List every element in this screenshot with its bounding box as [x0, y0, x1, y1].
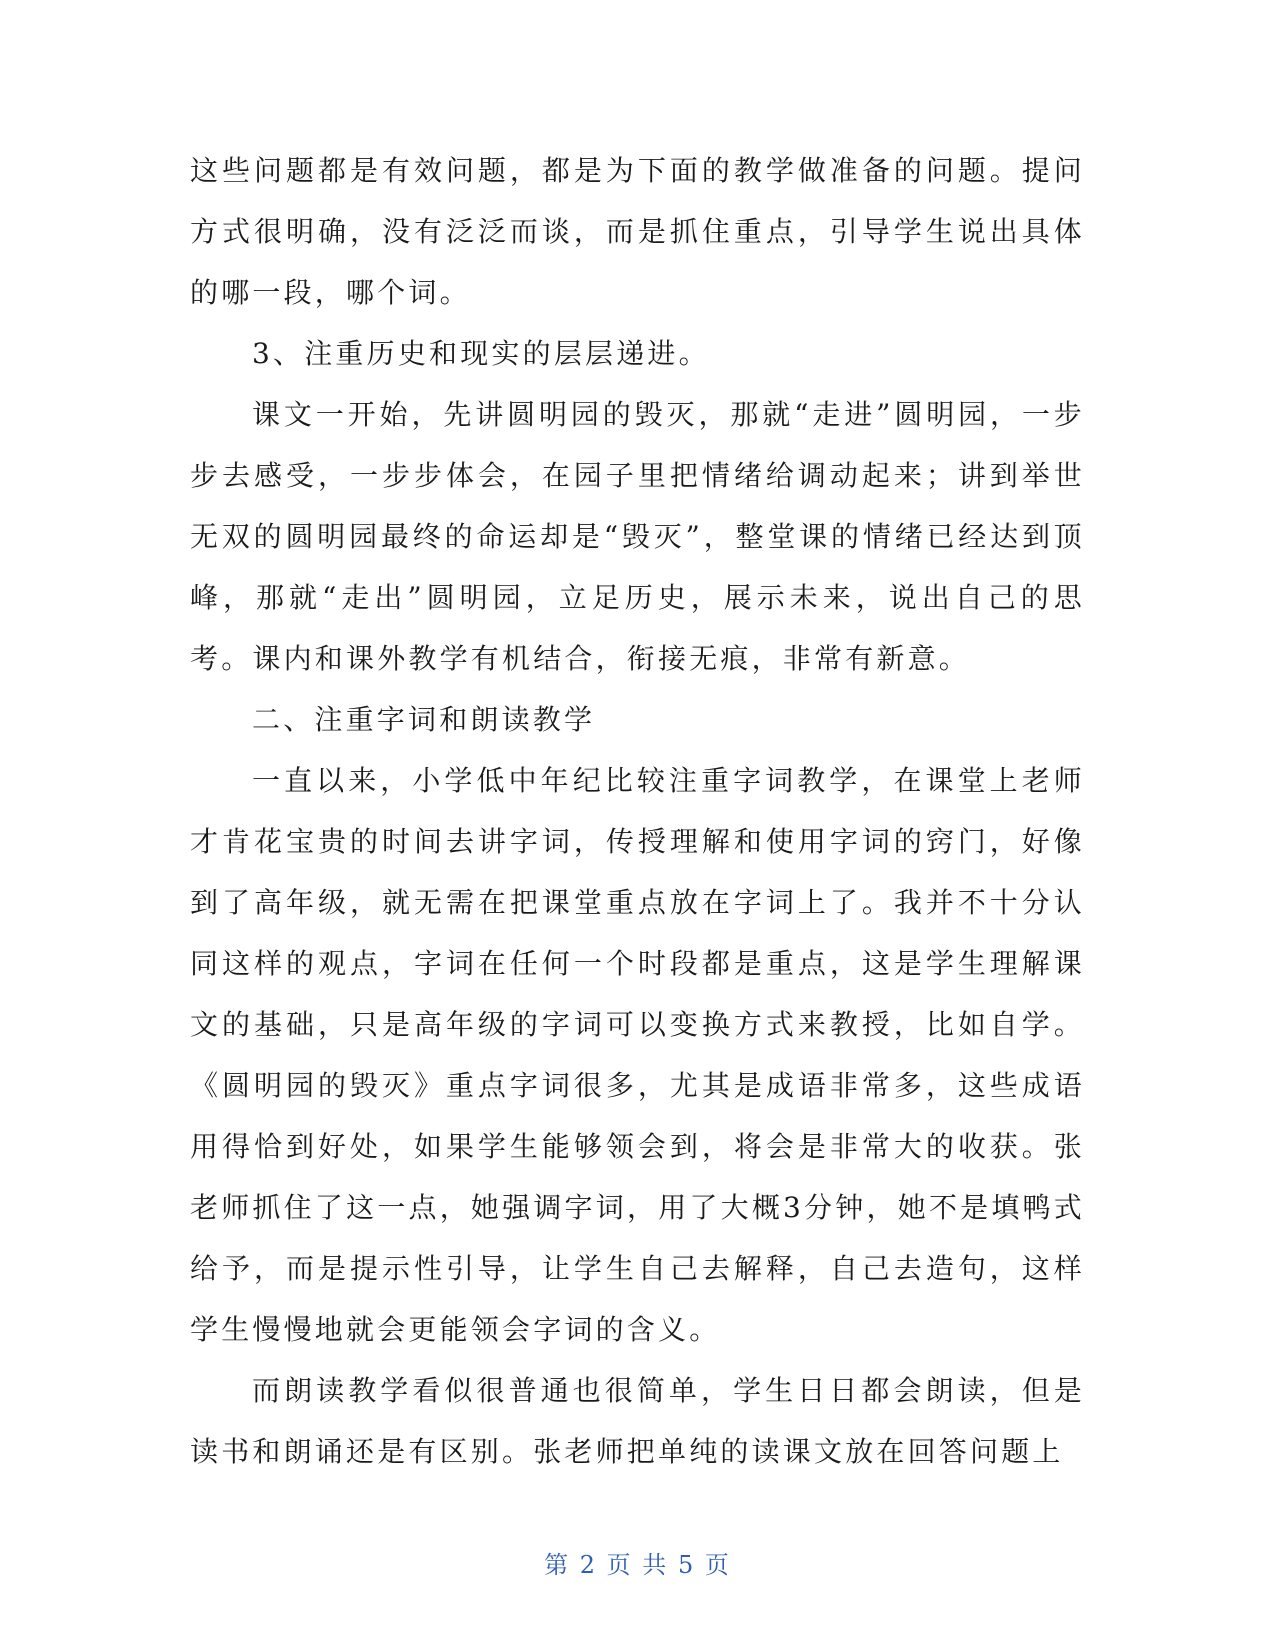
page-footer [0, 1545, 1275, 1580]
paragraph-5: 一直以来，小学低中年纪比较注重字词教学，在课堂上老师才肯花宝贵的时间去讲字词，传授理解和使用字词的窍门，好像到了高年级，就无需在把课堂重点放在字词上了。我并不十分认同这样的观点，字词在任何一个时段都是重点，这是学生理解课文的基础，只是高年级的字词可以变换方式来教授，比如自学。《圆明园的毁灭》重点字词很多，尤其是成语非常多，这些成语用得恰到好处，如果学生能够领会到，将会是非常大的收获。张老师抓住了这一点，她强调字词，用了大概3分钟，她不是填鸭式给予，而是提示性引导，让学生自己去解释，自己去造句，这样学生慢慢地就会更能领会字词的含义。 [190, 764, 1085, 1346]
paragraph-2-heading: 3、注重历史和现实的层层递进。 [252, 337, 710, 370]
footer-prefix: 第 [544, 1551, 571, 1579]
footer-current-page: 2 [579, 1551, 598, 1579]
paragraph-1: 这些问题都是有效问题，都是为下面的教学做准备的问题。提问方式很明确，没有泛泛而谈，而是抓住重点，引导学生说出具体的哪一段，哪个词。 [190, 154, 1085, 309]
paragraph-6: 而朗读教学看似很普通也很简单，学生日日都会朗读，但是读书和朗诵还是有区别。张老师把单纯的读课文放在回答问题上 [190, 1374, 1085, 1468]
footer-suffix: 页 [704, 1551, 731, 1579]
paragraph-3: 课文一开始，先讲圆明园的毁灭，那就“走进”圆明园，一步步去感受，一步步体会，在园子里把情绪给调动起来；讲到举世无双的圆明园最终的命运却是“毁灭”，整堂课的情绪已经达到顶峰，那就“走出”圆明园，立足历史，展示未来，说出自己的思考。课内和课外教学有机结合，衔接无痕，非常有新意。 [190, 398, 1085, 675]
footer-mid: 页 共 [606, 1551, 669, 1579]
footer-total-pages: 5 [677, 1551, 696, 1579]
paragraph-4-heading: 二、注重字词和朗读教学 [252, 703, 596, 736]
document-body [190, 140, 1085, 1482]
